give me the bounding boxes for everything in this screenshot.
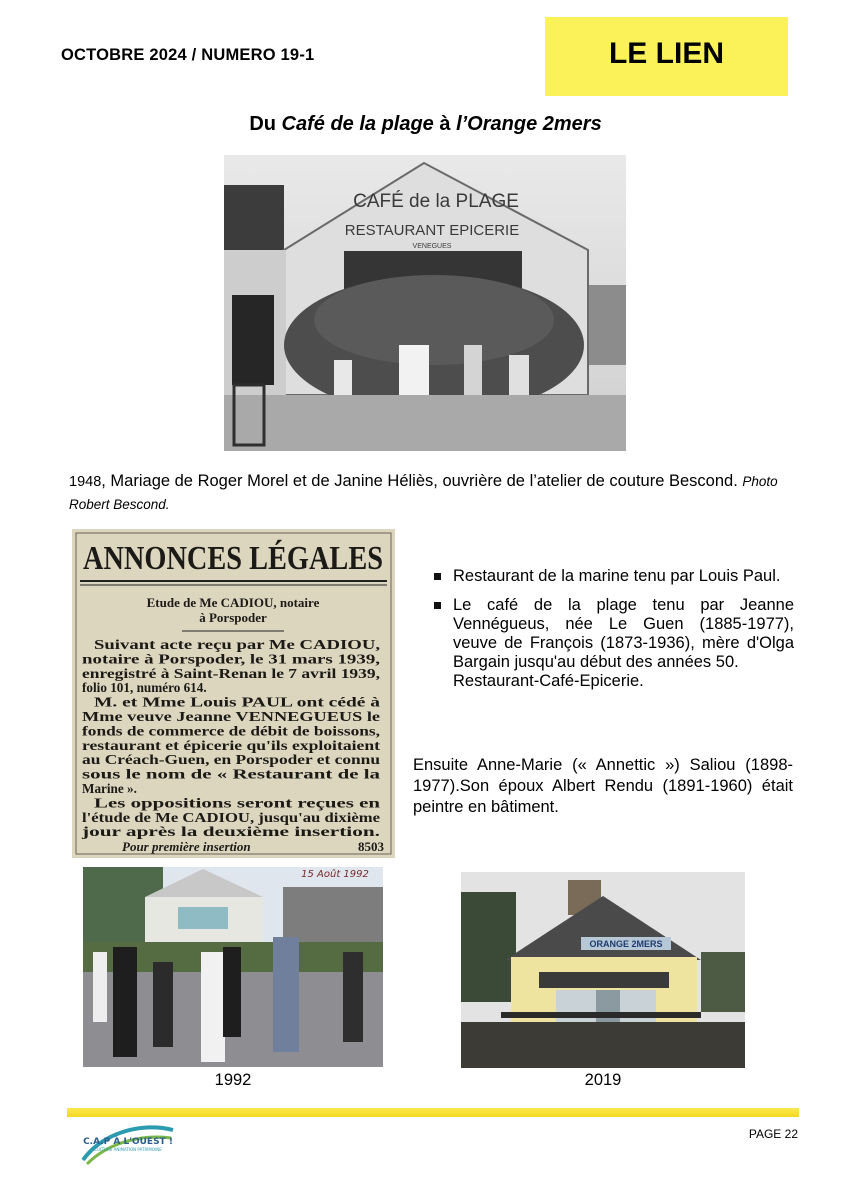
wedding-caption (69, 470, 789, 516)
list-item-subtext: Restaurant-Café-Epicerie. (453, 672, 644, 690)
clipping-line: notaire à Porspoder, le 31 mars 1939, (82, 651, 380, 667)
clipping-line: Les oppositions seront reçues en (94, 795, 382, 811)
list-item (432, 567, 794, 586)
photo-2019-image (461, 872, 745, 1068)
cap-logo-icon (73, 1118, 183, 1168)
clipping-number: 8503 (358, 839, 384, 854)
clipping-line: l'étude de Me CADIOU, jusqu'au dixième (82, 809, 381, 825)
wedding-sign-cafe: CAFÉ de la PLAGE (353, 191, 519, 212)
title-cafe: Café de la plage (281, 113, 434, 135)
clipping-line: folio 101, numéro 614. (82, 680, 207, 696)
list-item (432, 596, 794, 691)
photo-1992-image (83, 867, 383, 1067)
title-prefix: Du (249, 113, 282, 135)
business-list (432, 567, 794, 701)
list-item-text: Restaurant de la marine tenu par Louis Paul. (453, 567, 781, 585)
legal-notice-image (72, 529, 395, 858)
history-paragraph: Ensuite Anne-Marie (« Annettic ») Saliou (1898-1977).Son époux Albert Rendu (1891-1960) était peintre en bâtiment. (413, 756, 793, 816)
clipping-line: Marine ». (82, 781, 137, 796)
photo-2019 (461, 872, 745, 1068)
clipping-header: ANNONCES LÉGALES (83, 540, 383, 577)
issue-label: OCTOBRE 2024 / NUMERO 19-1 (61, 46, 315, 64)
clipping-line: Suivant acte reçu par Me CADIOU, (94, 637, 380, 652)
cap-logo-text: C.A.P À L'OUEST ! (83, 1137, 173, 1147)
wedding-photo-image (224, 155, 626, 451)
clipping-line: M. et Mme Louis PAUL ont cédé à (94, 694, 381, 710)
clipping-footer: Pour première insertion (122, 839, 251, 854)
wedding-sign-small: VENEGUES (412, 243, 452, 250)
photo-2019-sign: ORANGE 2MERS (589, 939, 663, 949)
clipping-place: à Porspoder (199, 610, 267, 625)
caption-text: , Mariage de Roger Morel et de Janine Héliès, ouvrière de l’atelier de couture Bescond. (101, 472, 738, 490)
clipping-line: fonds de commerce de débit de boissons, (82, 723, 380, 739)
caption-year: 1948 (69, 474, 102, 490)
legal-notice-clipping (72, 529, 395, 858)
bullet-square-icon (434, 602, 441, 609)
clipping-line: enregistré à Saint-Renan le 7 avril 1939, (82, 665, 380, 681)
photo-2019-label: 2019 (584, 1071, 622, 1089)
list-item-text: Le café de la plage tenu par Jeanne Vennégueus, née Le Guen (1885-1977), veuve de François (1873-1936), mère d'Olga Bargain jusqu'au début des années 50. (453, 596, 794, 671)
brand-title: LE LIEN (608, 37, 724, 70)
photo-1992 (83, 867, 383, 1067)
clipping-line: restaurant et épicerie qu'ils exploitaient (82, 737, 381, 753)
bullet-square-icon (434, 573, 441, 580)
clipping-line: jour après la deuxième insertion. (80, 824, 380, 840)
footer-rule (67, 1108, 799, 1117)
cap-a-louest-logo (73, 1118, 183, 1168)
clipping-line: sous le nom de « Restaurant de la (82, 766, 381, 782)
wedding-sign-restaurant: RESTAURANT EPICERIE (344, 222, 520, 239)
photo-1992-label: 1992 (214, 1071, 252, 1089)
photo-1992-handwriting: 15 Août 1992 (301, 869, 369, 880)
wedding-photo-1948 (224, 155, 626, 451)
clipping-line: Mme veuve Jeanne VENNEGUEUS le (82, 709, 381, 724)
caption-credit: Photo Robert Bescond. (69, 474, 778, 512)
title-middle: à (433, 113, 457, 135)
clipping-line: au Créach-Guen, en Porspoder et connu (82, 752, 380, 768)
page-number: PAGE 22 (748, 1127, 798, 1141)
cap-logo-subtext: CULTURE ANIMATION PATRIMOINE (94, 1147, 162, 1152)
clipping-study: Etude de Me CADIOU, notaire (146, 595, 320, 610)
page-title (0, 113, 851, 136)
title-orange: l’Orange 2mers (456, 113, 602, 135)
